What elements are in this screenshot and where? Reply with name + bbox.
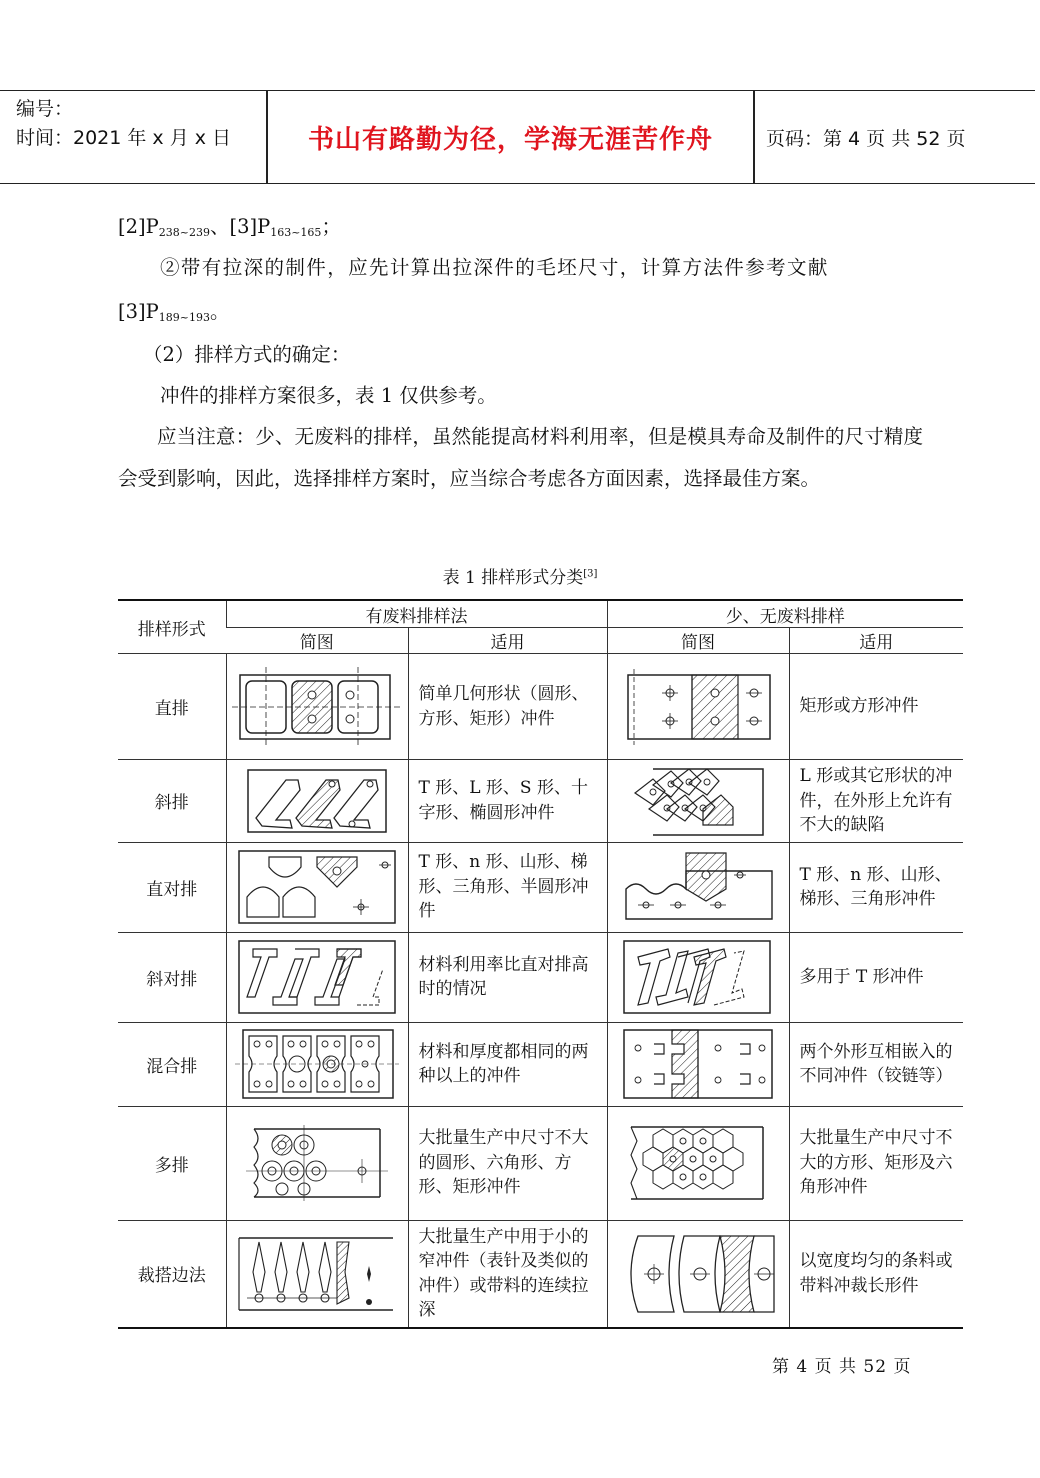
ref-text: 、[3]P <box>209 215 271 238</box>
table-header-row <box>118 600 963 628</box>
table-row <box>118 932 963 1022</box>
col-header-group1: 有废料排样法 <box>226 600 607 628</box>
diagram-cell <box>226 1220 408 1328</box>
row-form: 直对排 <box>118 842 226 932</box>
oblique-nowaste-diagram <box>623 765 773 837</box>
header-divider <box>753 91 755 183</box>
diagram-cell <box>607 760 789 843</box>
trim-edge-nowaste-diagram <box>618 1230 778 1318</box>
table-row <box>118 1220 963 1328</box>
reference-line <box>118 298 229 332</box>
table-row <box>118 1022 963 1106</box>
page-header <box>0 90 1035 184</box>
ref-text: 。 <box>209 300 230 323</box>
oblique-opposed-nowaste-diagram <box>618 937 778 1017</box>
trim-edge-diagram <box>233 1232 401 1316</box>
diagram-cell <box>607 1220 789 1328</box>
ref-pages: 238~239 <box>158 226 210 239</box>
row-form: 裁搭边法 <box>118 1220 226 1328</box>
header-meta <box>16 95 231 153</box>
diagram-cell <box>226 842 408 932</box>
col-header-use: 适用 <box>789 628 963 654</box>
table-subheader-row <box>118 628 963 654</box>
row-use1: 材料利用率比直对排高时的情况 <box>408 932 607 1022</box>
oblique-layout-diagram <box>242 766 392 836</box>
mixed-nowaste-diagram <box>618 1026 778 1102</box>
number-label: 编号： <box>16 98 74 120</box>
mixed-layout-diagram <box>233 1026 401 1102</box>
row-use1: 大批量生产中用于小的窄冲件（表针及类似的冲件）或带料的连续拉深 <box>408 1220 607 1328</box>
row-use2: T 形、n 形、山形、梯形、三角形冲件 <box>789 842 963 932</box>
straight-opposed-diagram <box>233 847 401 927</box>
row-form: 混合排 <box>118 1022 226 1106</box>
ref-text: [2]P <box>118 215 159 238</box>
straight-nowaste-diagram <box>618 665 778 749</box>
straight-opposed-nowaste-diagram <box>618 849 778 925</box>
paragraph: 应当注意：少、无废料的排样，虽然能提高材料利用率，但是模具寿命及制件的尺寸精度会受到影响，因此，选择排样方案时，应当综合考虑各方面因素，选择最佳方案。 <box>118 425 923 490</box>
col-header-form: 排样形式 <box>118 600 226 654</box>
row-form: 多排 <box>118 1106 226 1220</box>
diagram-cell <box>226 1106 408 1220</box>
table-row <box>118 1106 963 1220</box>
row-use1: T 形、L 形、S 形、十字形、椭圆形冲件 <box>408 760 607 843</box>
header-page-info: 页码：第 4 页 共 52 页 <box>766 128 966 150</box>
row-use1: 材料和厚度都相同的两种以上的冲件 <box>408 1022 607 1106</box>
col-header-fig: 简图 <box>226 628 408 654</box>
paragraph: ②带有拉深的制件，应先计算出拉深件的毛坯尺寸，计算方法件参考文献 <box>160 256 829 279</box>
diagram-cell <box>607 932 789 1022</box>
page-footer: 第 4 页 共 52 页 <box>772 1357 912 1377</box>
row-form: 直排 <box>118 654 226 760</box>
col-header-fig: 简图 <box>607 628 789 654</box>
row-use1: 简单几何形状（圆形、方形、矩形）冲件 <box>408 654 607 760</box>
diagram-cell <box>226 932 408 1022</box>
row-form: 斜排 <box>118 760 226 843</box>
multirow-layout-diagram <box>242 1123 392 1203</box>
row-use2: 大批量生产中尺寸不大的方形、矩形及六角形冲件 <box>789 1106 963 1220</box>
reference-line <box>118 213 341 247</box>
row-use2: 矩形或方形冲件 <box>789 654 963 760</box>
diagram-cell <box>607 1022 789 1106</box>
table-row <box>118 654 963 760</box>
row-use2: L 形或其它形状的冲件，在外形上允许有不大的缺陷 <box>789 760 963 843</box>
table-row <box>118 842 963 932</box>
diagram-cell <box>226 1022 408 1106</box>
diagram-cell <box>607 654 789 760</box>
ref-text: ； <box>321 215 341 238</box>
row-use1: T 形、n 形、山形、梯形、三角形、半圆形冲件 <box>408 842 607 932</box>
row-use1: 大批量生产中尺寸不大的圆形、六角形、方形、矩形冲件 <box>408 1106 607 1220</box>
row-use2: 以宽度均匀的条料或带料冲裁长形件 <box>789 1220 963 1328</box>
header-motto: 书山有路勤为径，学海无涯苦作舟 <box>307 125 713 155</box>
diagram-cell <box>226 654 408 760</box>
table-caption <box>0 563 1040 588</box>
col-header-use: 适用 <box>408 628 607 654</box>
row-use2: 多用于 T 形冲件 <box>789 932 963 1022</box>
diagram-cell <box>607 1106 789 1220</box>
col-header-group2: 少、无废料排样 <box>607 600 963 628</box>
ref-pages: 189~193 <box>158 311 210 324</box>
layout-table <box>118 599 963 1329</box>
multirow-nowaste-diagram <box>623 1121 773 1205</box>
ref-text: [3]P <box>118 300 159 323</box>
ref-pages: 163~165 <box>270 226 322 239</box>
oblique-opposed-diagram <box>233 937 401 1017</box>
diagram-cell <box>607 842 789 932</box>
caption-ref: [3] <box>583 568 598 580</box>
section-heading: （2）排样方式的确定： <box>143 343 351 366</box>
row-form: 斜对排 <box>118 932 226 1022</box>
table-row <box>118 760 963 843</box>
row-use2: 两个外形互相嵌入的不同冲件（铰链等） <box>789 1022 963 1106</box>
paragraph: 冲件的排样方案很多，表 1 仅供参考。 <box>160 384 497 407</box>
caption-text: 表 1 排样形式分类 <box>442 568 584 588</box>
straight-layout-diagram <box>232 663 402 751</box>
diagram-cell <box>226 760 408 843</box>
time-label: 时间：2021 年 x 月 x 日 <box>16 127 232 149</box>
